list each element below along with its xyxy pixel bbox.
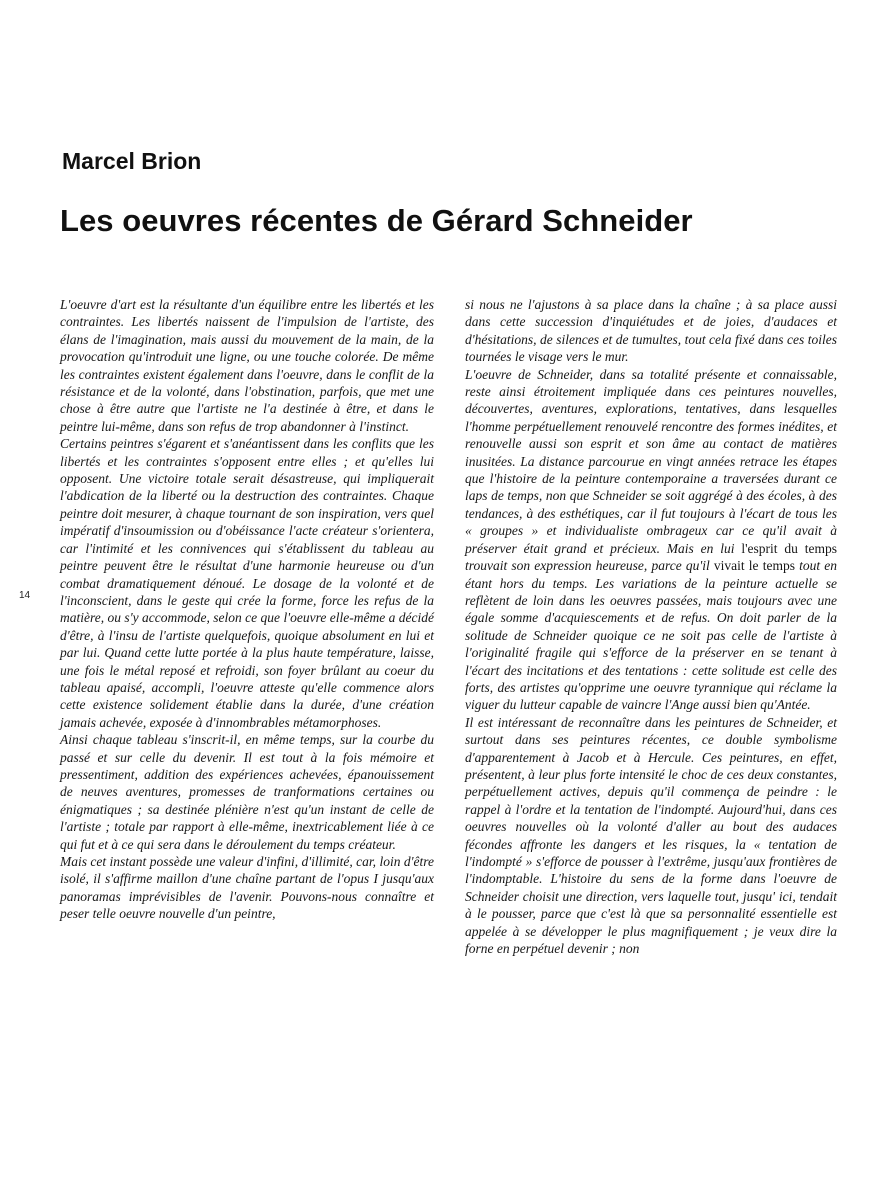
paragraph: si nous ne l'ajustons à sa place dans la chaîne ; à sa place aussi dans cette succession d'inquiétudes et de joies, d'audaces et d'hésitations, de silences et de tumultes, tout cela fixé dans ces toiles tournées le visage vers le mur. <box>465 297 837 365</box>
paragraph-text: trouvait son expression heureuse, parce qu'il <box>465 558 710 574</box>
paragraph <box>465 366 837 714</box>
author-name: Marcel Brion <box>62 148 202 174</box>
paragraph: Certains peintres s'égarent et s'anéantissent dans les conflits que les libertés et les contraintes s'opposent entre elles ; et qu'elles lui opposent. Une victoire totale serait désastreuse, qui impliquerait l'abdication de la liberté ou la destruction des contraintes. Chaque peintre doit mesurer, à chaque tournant de son inspiration, vers quel impératif d'insoumission ou d'obéissance l'acte créateur s'orientera, car l'intimité et les connivences qui s'établissent du tableau au peintre peuvent être le résultat d'une harmonie heureuse ou d'un combat dramatiquement dénoué. Le dosage de la volonté et de l'inconscient, dans le geste qui crée la forme, force les refus de la matière, ou s'y accommode, selon ce que l'oeuvre elle-même a décidé d'être, à l'insu de l'artiste quelquefois, quoique absolument en lui et par lui. Quand cette lutte portée à la plus haute température, laisse, une fois le métal reposé et refroidi, son foyer brûlant au coeur du tableau apaisé, accompli, l'oeuvre atteste qu'elle commence alors cette existence solidement établie dans la durée, d'une création jamais achevée, exposée à d'innombrables métamorphoses. <box>60 436 434 730</box>
paragraph: Il est intéressant de reconnaître dans les peintures de Schneider, et surtout dans ses peintures récentes, ce double symbolisme d'apparentement à Jacob et à Hercule. Ces peintures, en effet, présentent, à leur plus forte intensité le choc de ces deux constantes, perpétuellement actives, depuis qu'il commença de peindre : le rappel à l'ordre et la tentation de l'indompté. Aujourd'hui, dans ces oeuvres nouvelles où la volonté d'aller au bout des audaces fécondes affronte les dangers et les risques, la « tentation de l'indompté » s'efforce de pousser à l'extrême, jusqu'aux frontières de l'indomptable. L'histoire du sens de la forme dans l'oeuvre de Schneider choisit une direction, vers laquelle tout, jusqu' ici, tendait à le pousser, parce que c'est là que sa personnalité essentielle est appelée à se développer le plus magnifiquement ; je veux dire la forne en perpétuel devenir ; non <box>465 714 837 957</box>
paragraph-text: L'oeuvre de Schneider, dans sa totalité présente et connaissable, reste ainsi étroitement impliquée dans ces peintures nouvelles, découvertes, aventures, explorations, tentatives, dans lesquelles l'homme perpétuellement renouvelé rencontre des formes inédites, et renouvelle aussi son esprit et son âme au contact de matières inusitées. La distance parcourue en vingt années retrace les étapes que l'histoire de la peinture contemporaine a traversées durant ce laps de temps, non que Schneider se soit aggrégé à des écoles, à des tendances, à des esthétiques, car il fut toujours à l'écart de tous les « groupes » et individualiste ombrageux car ce qu'il avait à préserver était grand et précieux. Mais en lui <box>465 366 837 556</box>
article-column-right <box>465 296 837 957</box>
paragraph: Mais cet instant possède une valeur d'infini, d'illimité, car, loin d'être isolé, il s'affirme maillon d'une chaîne partant de l'opus I jusqu'aux panoramas imprévisibles de l'avenir. Pouvons-nous connaître et peser telle oeuvre nouvelle d'un peintre, <box>60 854 434 922</box>
page-number: 14 <box>19 590 31 601</box>
upright-text: vivait le temps <box>709 558 800 574</box>
paragraph-text: tout en étant hors du temps. Les variations de la peinture actuelle se reflètent de loin dans les oeuvres passées, mais toujours avec une égale somme d'acquiescements et de refus. On doit parler de la solitude de Schneider quoique ce ne soit pas celle de l'artiste à l'originalité fragile qui s'efforce de la préserver en se tenant à l'écart des incitations et des tentations : cette solitude est celle des forts, des artistes qu'opprime une oeuvre tyrannique qui réclame la viguer du lutteur capable de vaincre l'Ange aussi bien qu'Antée. <box>465 558 838 713</box>
upright-text: l'esprit du temps <box>734 540 837 556</box>
paragraph: Ainsi chaque tableau s'inscrit-il, en même temps, sur la courbe du passé et sur celle du devenir. Il est tout à la fois mémoire et pressentiment, addition des expériences achevées, épanouissement de neuves aventures, promesses de tranformations certaines ou énigmatiques ; sa destinée plénière n'est qu'un instant de celle de l'artiste ; totale par rapport à elle-même, inextricablement liée à ce qui fut et à ce qui sera dans le déroulement du temps créateur. <box>60 732 434 852</box>
article-title: Les oeuvres récentes de Gérard Schneider <box>60 203 693 238</box>
paragraph: L'oeuvre d'art est la résultante d'un équilibre entre les libertés et les contraintes. Les libertés naissent de l'impulsion de l'artiste, des élans de l'imagination, mais aussi du mouvement de la main, de la provocation qu'introduit une ligne, ou une touche colorée. De même les contraintes existent également dans l'oeuvre, dans le conflit de la résistance et de la volonté, dans l'obstination, parfois, que met une chose à être autre que l'artiste ne l'a destinée à être, et dans le peintre lui-même, dans son refus de trop abandonner à l'instinct. <box>60 297 434 434</box>
article-column-left <box>60 296 434 923</box>
